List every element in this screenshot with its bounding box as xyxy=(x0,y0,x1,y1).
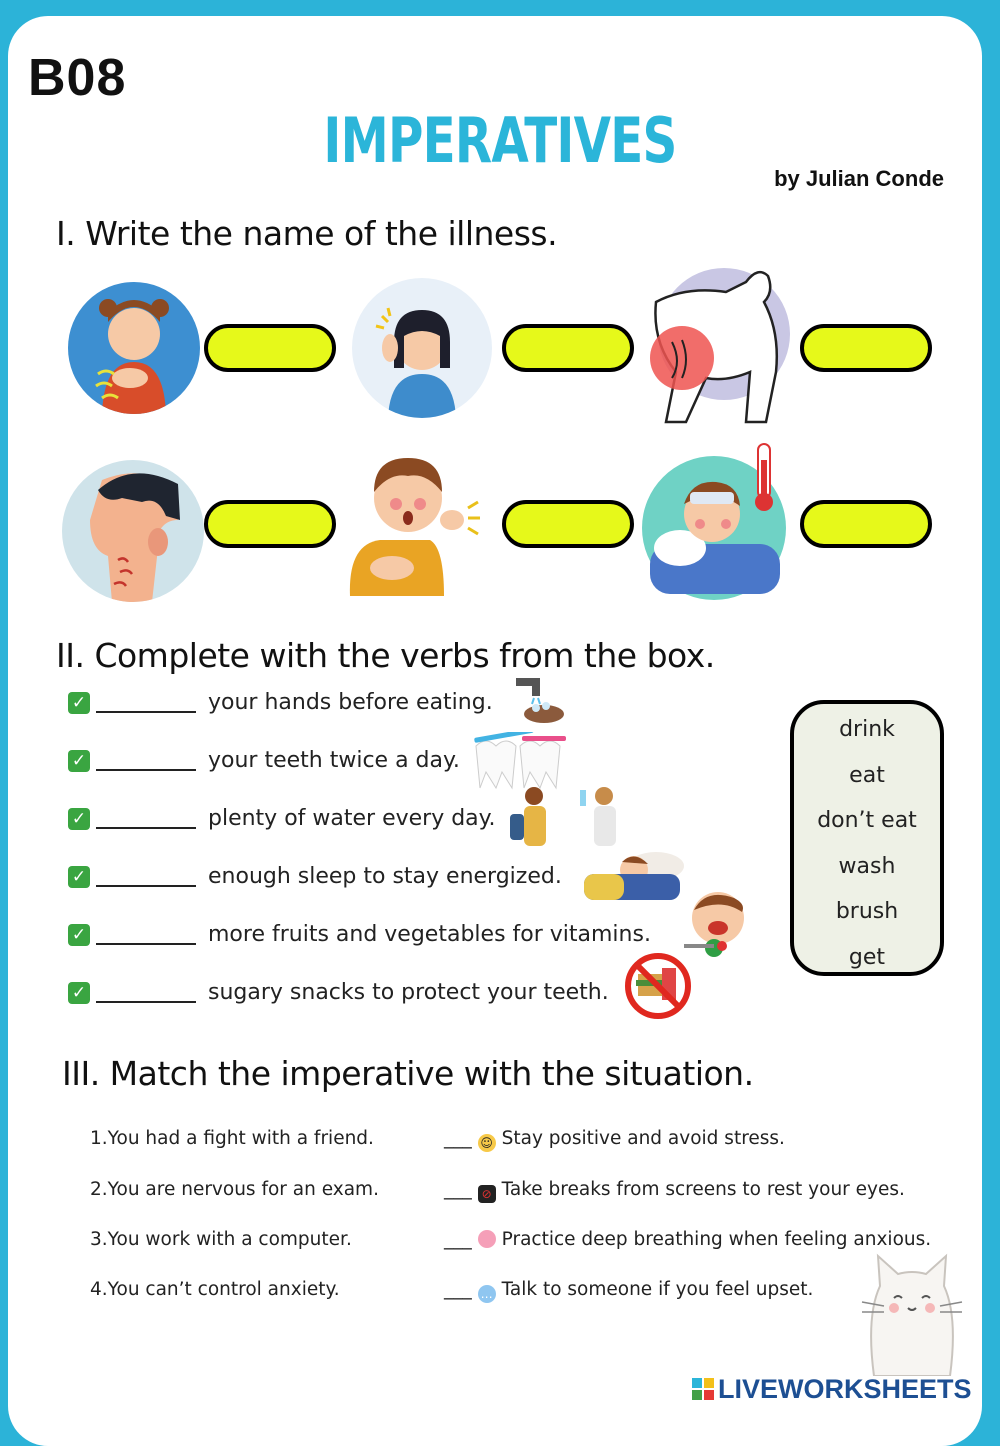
answer-blank-6[interactable] xyxy=(800,500,932,548)
fill-in-blank[interactable] xyxy=(96,751,196,771)
situation-text: You are nervous for an exam. xyxy=(107,1179,379,1200)
imperative-item xyxy=(444,1179,905,1203)
fill-in-blank[interactable] xyxy=(96,693,196,713)
fill-in-blank[interactable] xyxy=(96,925,196,945)
brain-emoji-icon xyxy=(478,1230,496,1248)
fill-in-blank[interactable] xyxy=(96,867,196,887)
match-blank[interactable]: ___ xyxy=(444,1179,472,1200)
smile-emoji-icon: ☺ xyxy=(478,1134,496,1152)
sore-throat-image xyxy=(62,460,204,602)
worksheet-code: B08 xyxy=(28,49,127,107)
hand-washing-icon xyxy=(510,674,566,730)
match-blank[interactable]: ___ xyxy=(444,1229,472,1250)
imperative-item xyxy=(444,1128,785,1152)
situation-item xyxy=(90,1229,352,1250)
fill-in-blank[interactable] xyxy=(96,809,196,829)
item-number: 4. xyxy=(90,1279,108,1300)
imperative-text: Stay positive and avoid stress. xyxy=(501,1128,785,1149)
page-title: IMPERATIVES xyxy=(323,104,677,177)
match-blank[interactable]: ___ xyxy=(444,1279,472,1300)
word-box-item: get xyxy=(848,944,886,970)
sentence-item xyxy=(68,864,562,889)
sentence-item xyxy=(68,806,496,831)
author-credit: by Julian Conde xyxy=(774,166,944,191)
section-3-heading: III. Match the imperative with the situation. xyxy=(62,1054,754,1093)
imperative-text: Take breaks from screens to rest your eyes. xyxy=(501,1179,905,1200)
word-box-item: eat xyxy=(849,762,885,788)
word-box-item: wash xyxy=(838,853,896,879)
logo-text: LIVEWORKSHEETS xyxy=(718,1374,972,1404)
word-box-item: don’t eat xyxy=(817,808,917,833)
sentence-text: more fruits and vegetables for vitamins. xyxy=(208,922,651,947)
section-2-heading: II. Complete with the verbs from the box. xyxy=(56,636,715,675)
imperative-text: Practice deep breathing when feeling anxious. xyxy=(501,1229,932,1250)
section-1-heading: I. Write the name of the illness. xyxy=(56,214,558,253)
sentence-text: sugary snacks to protect your teeth. xyxy=(208,980,609,1005)
item-number: 3. xyxy=(90,1229,108,1250)
earache-image xyxy=(352,278,492,418)
cough-image xyxy=(340,448,496,596)
situation-text: You can’t control anxiety. xyxy=(107,1279,340,1300)
fever-image xyxy=(640,440,796,604)
sentence-item xyxy=(68,922,651,947)
imperative-item xyxy=(444,1279,813,1303)
sentence-text: your hands before eating. xyxy=(208,690,493,715)
item-number: 1. xyxy=(90,1128,108,1149)
sentence-item xyxy=(68,690,493,715)
item-number: 2. xyxy=(90,1179,108,1200)
situation-item xyxy=(90,1128,374,1149)
checkmark-icon: ✓ xyxy=(68,924,90,946)
checkmark-icon: ✓ xyxy=(68,750,90,772)
situation-item xyxy=(90,1279,340,1300)
sentence-item xyxy=(68,748,460,773)
checkmark-icon: ✓ xyxy=(68,982,90,1004)
liveworksheets-logo xyxy=(692,1374,972,1405)
word-box-item: brush xyxy=(835,899,899,924)
checkmark-icon: ✓ xyxy=(68,692,90,714)
imperative-item xyxy=(444,1229,931,1250)
answer-blank-3[interactable] xyxy=(800,324,932,372)
answer-blank-2[interactable] xyxy=(502,324,634,372)
fill-in-blank[interactable] xyxy=(96,983,196,1003)
stomachache-image xyxy=(68,282,200,414)
imperative-text: Talk to someone if you feel upset. xyxy=(501,1279,814,1300)
answer-blank-5[interactable] xyxy=(502,500,634,548)
situation-text: You work with a computer. xyxy=(107,1229,352,1250)
match-blank[interactable]: ___ xyxy=(444,1128,472,1149)
word-box xyxy=(790,700,944,976)
situation-text: You had a fight with a friend. xyxy=(107,1128,374,1149)
situation-item xyxy=(90,1179,379,1200)
sentence-text: enough sleep to stay energized. xyxy=(208,864,562,889)
checkmark-icon: ✓ xyxy=(68,866,90,888)
no-junk-food-icon xyxy=(622,950,694,1026)
sleeping-icon xyxy=(576,842,686,908)
cat-illustration xyxy=(860,1246,964,1380)
no-screens-emoji-icon: ⊘ xyxy=(478,1185,496,1203)
checkmark-icon: ✓ xyxy=(68,808,90,830)
word-box-item: drink xyxy=(839,717,895,742)
sentence-text: plenty of water every day. xyxy=(208,806,496,831)
answer-blank-4[interactable] xyxy=(204,500,336,548)
backache-image xyxy=(646,262,790,426)
answer-blank-1[interactable] xyxy=(204,324,336,372)
logo-blocks-icon xyxy=(692,1376,714,1398)
sentence-text: your teeth twice a day. xyxy=(208,748,460,773)
sentence-item xyxy=(68,980,609,1005)
speech-bubble-emoji-icon: … xyxy=(478,1285,496,1303)
